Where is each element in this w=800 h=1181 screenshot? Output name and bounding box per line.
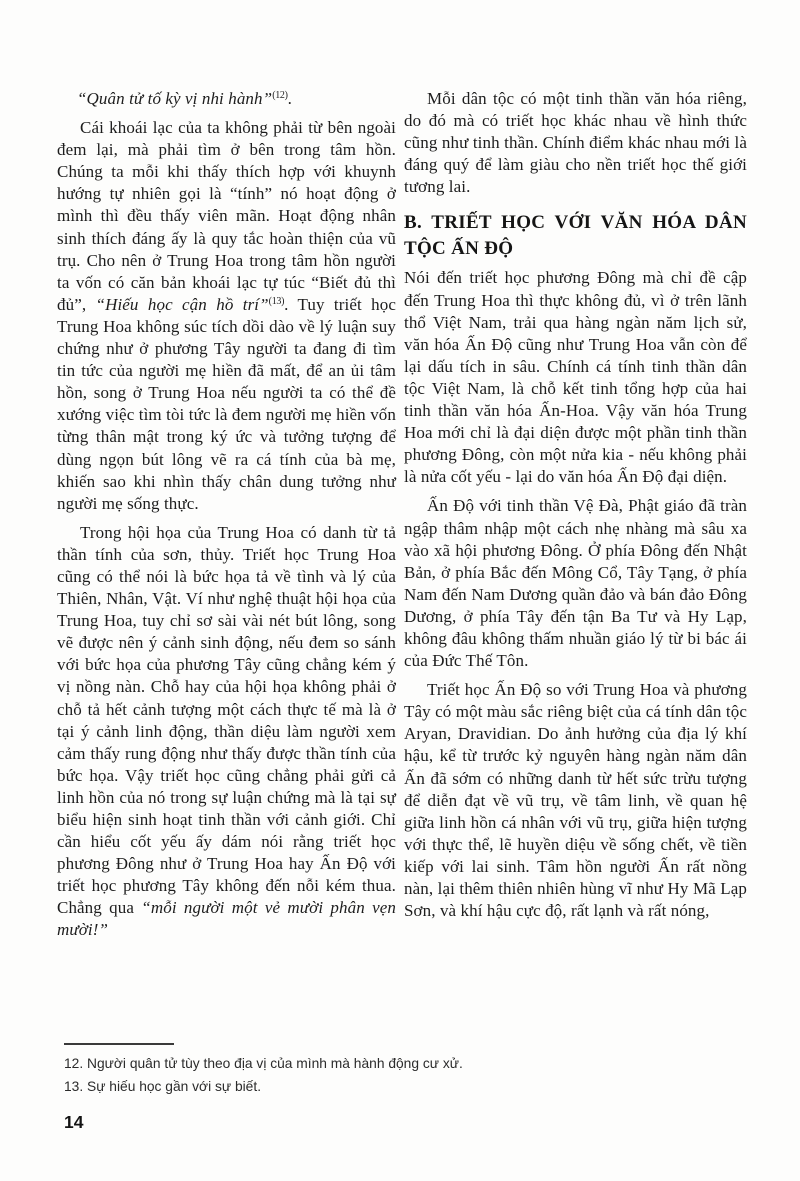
right-paragraph-2: Nói đến triết học phương Đông mà chỉ đề cập đến Trung Hoa thì thực không đủ, vì ở trên lãnh thổ Việt Nam, trải qua hàng ngàn năm lịch sử, văn hóa Ấn Độ cũng như Trung Hoa vẫn còn để lại dấu tích in sâu. Chính cá tính tinh thần dân tộc Việt Nam, là chỗ kết tinh tổng hợp của hai tinh thần văn hóa Ấn-Hoa. Vậy văn hóa Trung Hoa mới chỉ là đại diện được một phần tinh thần phương Đông, còn một nửa kia - nếu không phải là nửa cốt yếu - lại do văn hóa Ấn Độ đại diện.: [404, 268, 747, 487]
footnote-13: 13. Sự hiếu học gần với sự biết.: [64, 1078, 262, 1094]
footnote-ref-13: (13): [268, 295, 285, 307]
left-paragraph-1: [57, 117, 396, 515]
right-paragraph-4: Triết học Ấn Độ so với Trung Hoa và phương Tây có một màu sắc riêng biệt của cá tính dân tộc Aryan, Dravidian. Do ảnh hưởng của địa lý khí hậu, kể từ trước kỷ nguyên hàng ngàn năm dân Ấn đã sớm có những danh từ hết sức trừu tượng để diễn đạt về vũ trụ, về tâm linh, về quan hệ giữa linh hồn cá nhân với vũ trụ, giữa hiện tượng với thực thể, lẽ huyền diệu về sống chết, về tiền kiếp với lai sinh. Tâm hồn người Ấn rất nồng nàn, lại thêm thiên nhiên hùng vĩ như Hy Mã Lạp Sơn, và khí hậu cực độ, rất lạnh và rất nóng,: [404, 680, 747, 921]
right-paragraph-1: Mỗi dân tộc có một tinh thần văn hóa riêng, do đó mà có triết học khác nhau về hình thức cũng như tinh thần. Chính điểm khác nhau mới là đáng quý để làm giàu cho nền triết học thế giới tương lai.: [404, 89, 747, 197]
text-segment: Cái khoái lạc của ta không phải từ bên ngoài đem lại, mà phải tìm ở bên trong tâm hồn. Chúng ta mỗi khi thấy thích hợp với khuynh hướng tự nhiên gọi là “tính” nó hoạt động ở mình thì đều thấy viên mãn. Hoạt động nhân sinh thích đáng ấy là quy tắc hoàn thiện của vũ trụ. Cho nên ở Trung Hoa trong tâm hồn người ta vốn có căn bản khoái lạc tự túc “Biết đủ thì đủ”,: [57, 118, 396, 314]
left-paragraph-2: [57, 522, 396, 942]
quote-text: “Quân tử tố kỳ vị nhi hành”: [77, 89, 273, 108]
italic-phrase: “Hiếu học cận hồ trí”: [95, 294, 269, 314]
quote-period: .: [287, 89, 293, 108]
right-paragraph-3: Ấn Độ với tinh thần Vệ Đà, Phật giáo đã tràn ngập thâm nhập một cách nhẹ nhàng mà sâu xa vào xã hội phương Đông. Ở phía Đông đến Nhật Bản, ở phía Bắc đến Mông Cổ, Tây Tạng, ở phía Nam đến Nam Dương quần đảo và bán đảo Đông Dương, ở phía Tây đến tận Ba Tư và Hy Lạp, không đâu không thấm nhuần giáo lý từ bi bác ái của Đức Thế Tôn.: [404, 496, 747, 671]
footnotes-block: [64, 1043, 724, 1100]
section-heading: B. TRIẾT HỌC VỚI VĂN HÓA DÂN TỘC ẤN ĐỘ: [404, 212, 747, 259]
right-column: [404, 88, 747, 929]
text-segment: Trong hội họa của Trung Hoa có danh từ tả thần tính của sơn, thủy. Triết học Trung Hoa cũng có thể nói là bức họa tả về tình và lý của Thiên, Nhân, Vật. Ví như nghệ thuật hội họa của Trung Hoa, tuy chỉ sơ sài vài nét bút lông, song vẽ được nên ý cảnh sinh động, nếu đem so sánh với bức họa của phương Tây cũng chẳng kém ý vị nồng nàn. Chỗ hay của hội họa không phải ở chỗ tả hết cảnh tượng một cách thực tế mà là ở tại ý cảnh linh động, thần diệu làm người xem cảm thấy rung động như thấy được thần tính của bức họa. Vậy triết học cũng chẳng phải gửi cả linh hồn của nó trong sự luận chứng mà là tại sự biểu hiện sinh hoạt tinh thần với cảnh giới. Chỉ cần hiểu cốt yếu ấy dám nói rằng triết học phương Đông như ở Trung Hoa hay Ấn Độ với triết học phương Tây không đến nỗi kém thua. Chẳng qua: [57, 522, 396, 918]
footnote-separator: [64, 1043, 174, 1045]
quote-line: [57, 88, 396, 110]
italic-phrase: “mỗi người một vẻ mười phân vẹn mười!”: [57, 898, 396, 940]
text-segment: . Tuy triết học Trung Hoa không súc tích dồi dào về lý luận suy chứng như ở phương Tây người ta đang đi tìm tin tức của người mẹ hiền đã mất, để an ủi tâm hồn, song ở Trung Hoa nếu người ta có thể đề xướng việc tìm tòi tức là đem người mẹ hiền vốn từng thân mật trong ký ức và tưởng tượng để dùng ngọn bút lông vẽ ra cá tính của bà mẹ, khiến sao khi nhìn thấy chân dung tưởng như người mẹ sống thực.: [57, 294, 396, 513]
footnote-12: 12. Người quân tử tùy theo địa vị của mình mà hành động cư xử.: [64, 1056, 463, 1071]
footnote-ref-12: (12): [272, 90, 288, 101]
page-number: 14: [64, 1112, 84, 1132]
left-column: [57, 88, 396, 949]
